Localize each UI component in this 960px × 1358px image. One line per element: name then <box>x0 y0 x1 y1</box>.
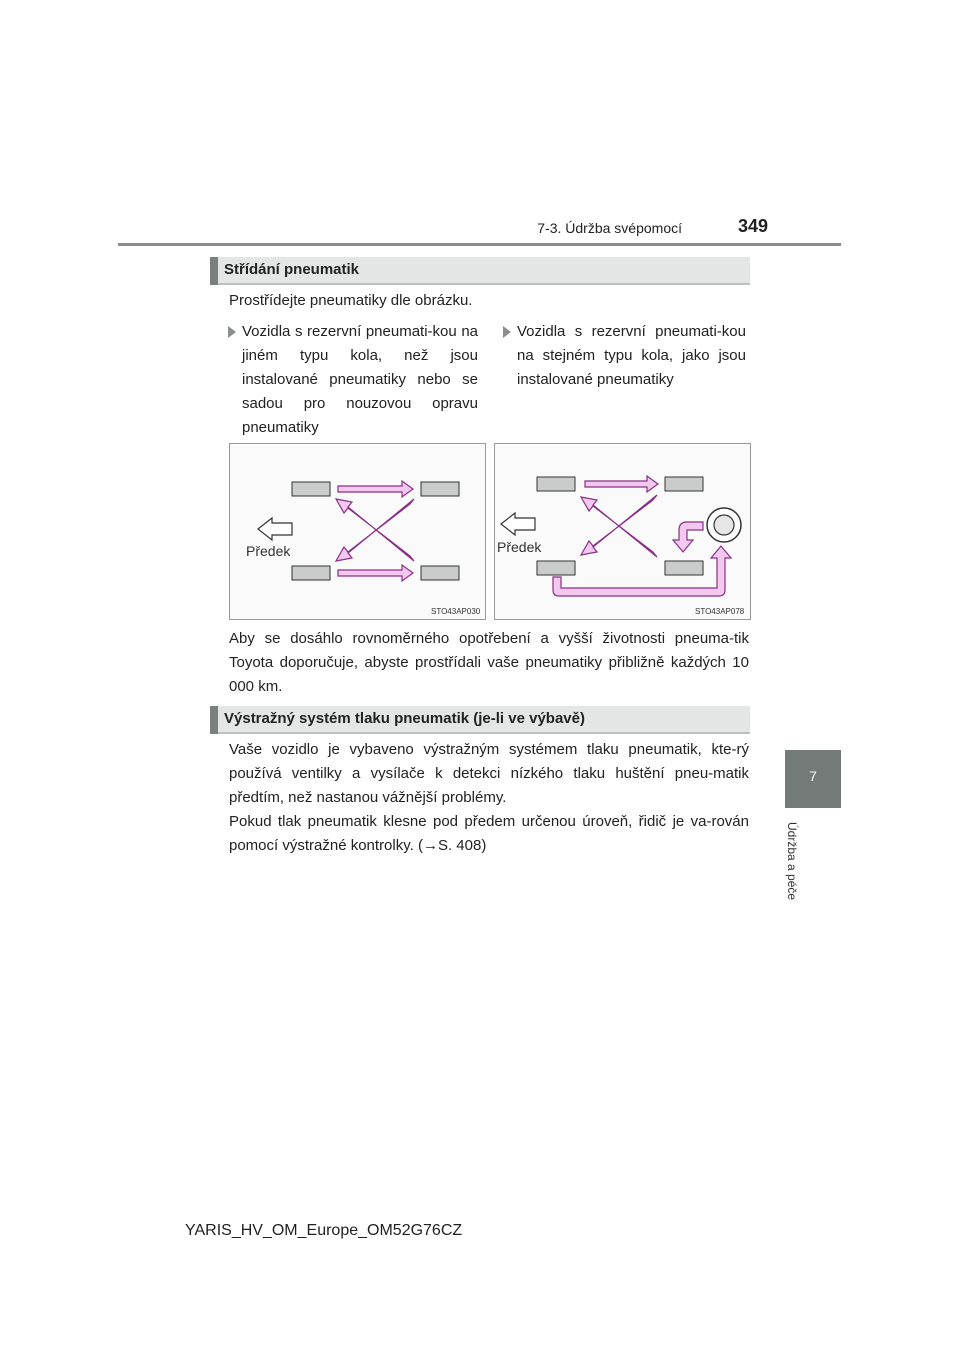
rotation-diagram-2 <box>494 443 751 620</box>
spare-tire-icon <box>707 508 741 542</box>
section-accent <box>210 257 218 285</box>
page-number: 349 <box>738 216 769 236</box>
bullet-item-same-wheel <box>503 320 746 400</box>
tire-front-left <box>292 482 330 496</box>
document-code: YARIS_HV_OM_Europe_OM52G76CZ <box>185 1222 463 1239</box>
tire-rear-left <box>292 566 330 580</box>
tire-front-right <box>421 482 459 496</box>
arrow-rear-loop-to-spare <box>553 546 731 596</box>
arrow-front-to-front <box>338 481 413 497</box>
section-title: Střídání pneumatik <box>224 261 360 278</box>
bullet-item-different-wheel <box>228 320 478 435</box>
section-header-tire-rotation <box>210 257 750 285</box>
chapter-side-label-text: Údržba a péče <box>785 822 799 901</box>
diagram-code: STO43AP030 <box>431 607 481 616</box>
front-direction-arrow-icon <box>258 518 292 540</box>
section-header-tire-pressure <box>210 706 750 734</box>
chapter-side-label <box>775 822 815 922</box>
header-rule <box>118 243 841 246</box>
tire-rear-right <box>665 561 703 575</box>
tpws-warning-text: Pokud tlak pneumatik klesne pod předem určenou úroveň, řidič je va-rován pomocí výstražné kontrolky. (→S. 408) <box>229 813 749 854</box>
rotation-diagram-1 <box>229 443 486 620</box>
bullet-text: Vozidla s rezervní pneumati-kou na stejném typu kola, jako jsou instalované pneumatiky <box>517 323 746 388</box>
tpws-description: Vaše vozidlo je vybaveno výstražným systémem tlaku pneumatik, kte-rý používá ventilky a vysílače k detekci nízkého tlaku huštění pneu-matik předtím, než nastanou vážnější problémy. <box>229 741 749 806</box>
section-accent <box>210 706 218 734</box>
triangle-bullet-icon <box>503 326 511 338</box>
rotation-body-text: Aby se dosáhlo rovnoměrného opotřebení a vyšší životnosti pneuma-tik Toyota doporučuje, abyste prostřídali vaše pneumatiky přibližně každých 10 000 km. <box>229 630 749 695</box>
diagram-code: STO43AP078 <box>695 607 745 616</box>
tire-front-right <box>665 477 703 491</box>
rotation-diagram-1-svg <box>230 444 485 619</box>
intro-text: Prostřídejte pneumatiky dle obrázku. <box>229 292 473 309</box>
tire-rear-left <box>537 561 575 575</box>
front-label: Předek <box>497 539 542 555</box>
arrow-rear-to-rear <box>338 565 413 581</box>
arrow-spare-to-front <box>673 522 703 552</box>
section-title: Výstražný systém tlaku pneumatik (je-li ve výbavě) <box>224 710 585 727</box>
triangle-bullet-icon <box>228 326 236 338</box>
arrow-front-to-front <box>585 476 658 492</box>
front-label: Předek <box>246 543 291 559</box>
tire-front-left <box>537 477 575 491</box>
chapter-tab-number: 7 <box>809 768 817 784</box>
chapter-title: 7-3. Údržba svépomocí <box>537 220 682 236</box>
front-direction-arrow-icon <box>501 513 535 535</box>
rotation-diagram-2-svg <box>495 444 750 619</box>
bullet-text: Vozidla s rezervní pneumati-kou na jiném typu kola, než jsou instalované pneumatiky nebo se sadou pro nouzovou opravu pneumatiky <box>242 323 478 436</box>
tire-rear-right <box>421 566 459 580</box>
